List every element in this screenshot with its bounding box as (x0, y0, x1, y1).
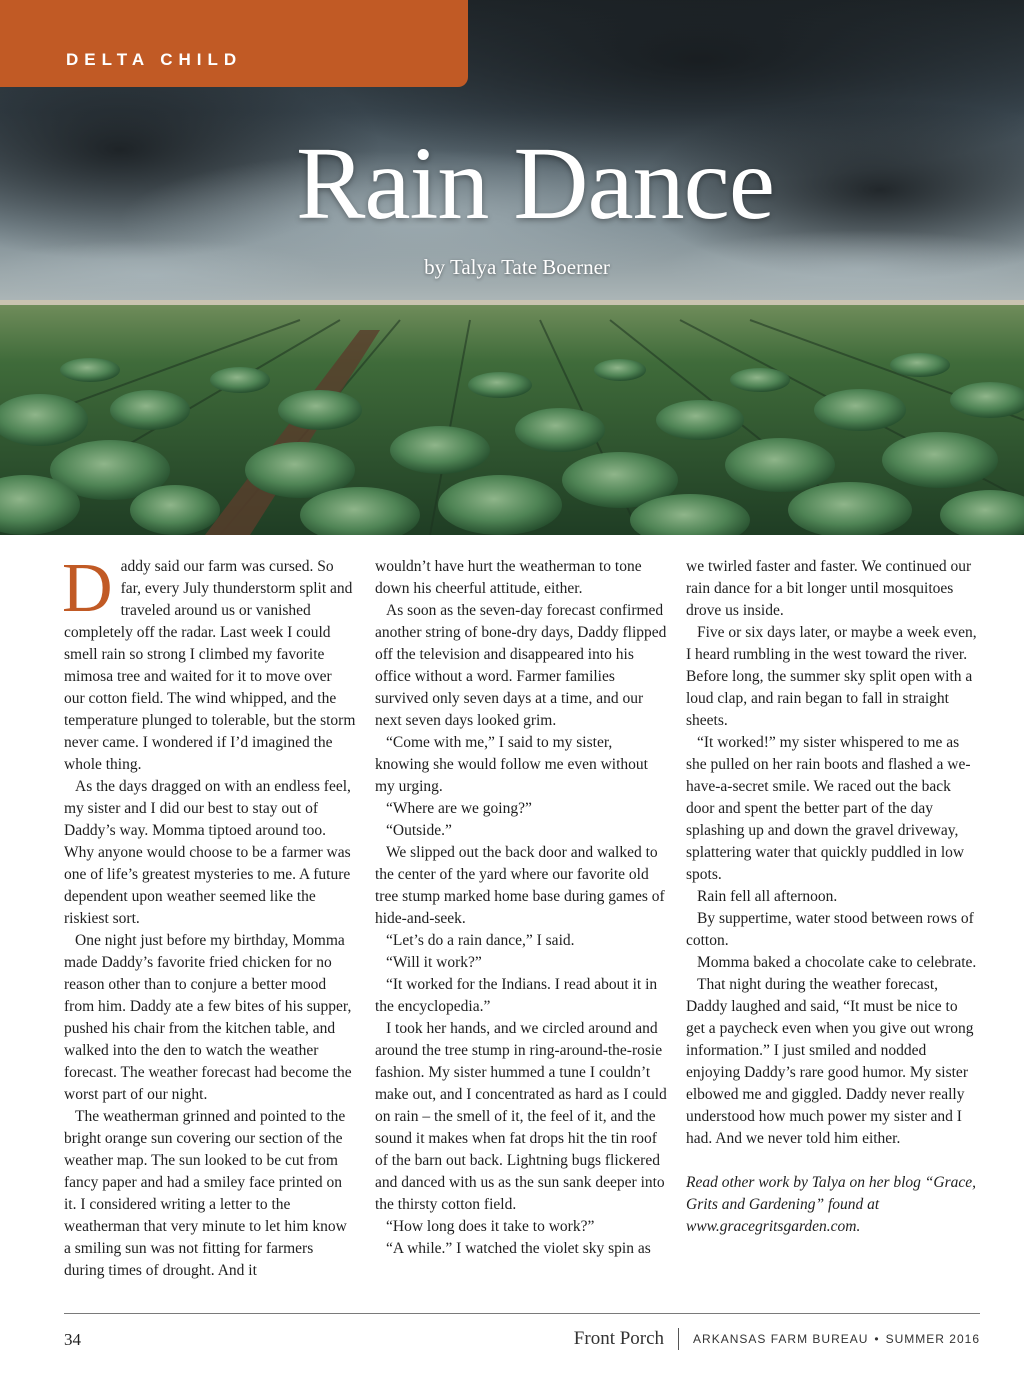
paragraph: “A while.” I watched the violet sky spin as (386, 1240, 651, 1257)
paragraph: “How long does it take to work?” (386, 1218, 595, 1235)
article-title: Rain Dance (295, 126, 774, 241)
issue-label: SUMMER 2016 (885, 1332, 980, 1346)
article-column-1 (62, 550, 356, 1282)
publisher-name: ARKANSAS FARM BUREAU (693, 1332, 869, 1346)
article-column-2 (375, 556, 667, 1260)
paragraph: We slipped out the back door and walked to the center of the yard where our favorite old tree stump marked home base during games of hide-and-seek. (375, 844, 665, 927)
paragraph: By suppertime, water stood between rows of cotton. (686, 910, 974, 949)
paragraph: One night just before my birthday, Momma made Daddy’s favorite fried chicken for no reason other than to conjure a better mood from him. Daddy ate a few bites of his supper, pushed his chair from the kitchen table, and walked into the den to watch the weather forecast. The weather forecast had become the worst part of our night. (64, 932, 352, 1103)
byline: by Talya Tate Boerner (424, 255, 610, 279)
publisher-issue (693, 1332, 980, 1346)
paragraph: “Outside.” (386, 822, 452, 839)
paragraph: That night during the weather forecast, Daddy laughed and said, “It must be nice to get a paycheck even when you give out wrong information.” I just smiled and nodded enjoying Daddy’s rare good humor. My sister elbowed me and giggled. Daddy never really understood how much power my sister and I had. And we never told him either. (686, 976, 974, 1147)
footer-publication (574, 1328, 980, 1350)
section-label: DELTA CHILD (66, 50, 243, 69)
paragraph: we twirled faster and faster. We continued our rain dance for a bit longer until mosquitoes drove us inside. (686, 558, 972, 619)
section-tab (0, 0, 468, 87)
paragraph: Rain fell all afternoon. (697, 888, 838, 905)
paragraph: “Where are we going?” (386, 800, 532, 817)
author-note: Read other work by Talya on her blog “Grace, Grits and Gardening” found at www.gracegritsgarden.com. (686, 1174, 977, 1235)
drop-cap: D (62, 550, 113, 627)
page-number: 34 (64, 1330, 81, 1349)
paragraph: wouldn’t have hurt the weatherman to tone down his cheerful attitude, either. (375, 558, 642, 597)
article-column-3 (686, 556, 978, 1238)
bullet-icon: • (874, 1332, 880, 1346)
footer-divider (64, 1313, 980, 1314)
paragraph: “Let’s do a rain dance,” I said. (386, 932, 575, 949)
paragraph: “It worked for the Indians. I read about it in the encyclopedia.” (375, 976, 658, 1015)
paragraph: I took her hands, and we circled around and around the tree stump in ring-around-the-rosie fashion. My sister hummed a tune I couldn’t make out, and I concentrated as hard as I could on rain – the smell of it, the feel of it, and the sound it makes when fat drops hit the tin roof of the barn out back. Lightning bugs flickered and danced with us as the sun sank deeper into the thirsty cotton field. (375, 1020, 667, 1213)
paragraph: As soon as the seven-day forecast confirmed another string of bone-dry days, Daddy flipped off the television and disappeared into his office without a word. Farmer families survived only seven days at a time, and our next seven days looked grim. (375, 602, 667, 729)
footer-separator (678, 1328, 679, 1350)
paragraph: The weatherman grinned and pointed to the bright orange sun covering our section of the weather map. The sun looked to be cut from fancy paper and had a smiley face printed on it. I considered writing a letter to the weatherman that very minute to let him know a smiling sun was not fitting for farmers during times of drought. And it (64, 1108, 347, 1279)
paragraph: “It worked!” my sister whispered to me as she pulled on her rain boots and flashed a we-have-a-secret smile. We raced out the back door and spent the better part of the day splashing up and down the gravel driveway, splattering water that quickly puddled in low spots. (686, 734, 971, 883)
hero-photo (0, 0, 1024, 535)
paragraph: “Come with me,” I said to my sister, knowing she would follow me even without my urging. (375, 734, 648, 795)
paragraph: Five or six days later, or maybe a week even, I heard rumbling in the west toward the river. Before long, the summer sky split open with a loud clap, and rain began to fall in straight sheets. (686, 624, 977, 729)
paragraph: As the days dragged on with an endless feel, my sister and I did our best to stay out of Daddy’s way. Momma tiptoed around too. Why anyone would choose to be a farmer was one of life’s greatest mysteries to me. A future dependent upon weather seemed like the riskiest sort. (64, 778, 351, 927)
paragraph: “Will it work?” (386, 954, 482, 971)
paragraph: Momma baked a chocolate cake to celebrate. (697, 954, 977, 971)
paragraph: Daddy said our farm was cursed. So far, every July thunderstorm split and traveled around us or vanished completely off the radar. Last week I could smell rain so strong I climbed my favorite mimosa tree and waited for it to move over our cotton field. The wind whipped, and the temperature plunged to tolerable, but the storm never came. I wondered if I’d imagined the whole thing. (62, 550, 356, 773)
magazine-name: Front Porch (573, 1328, 665, 1349)
